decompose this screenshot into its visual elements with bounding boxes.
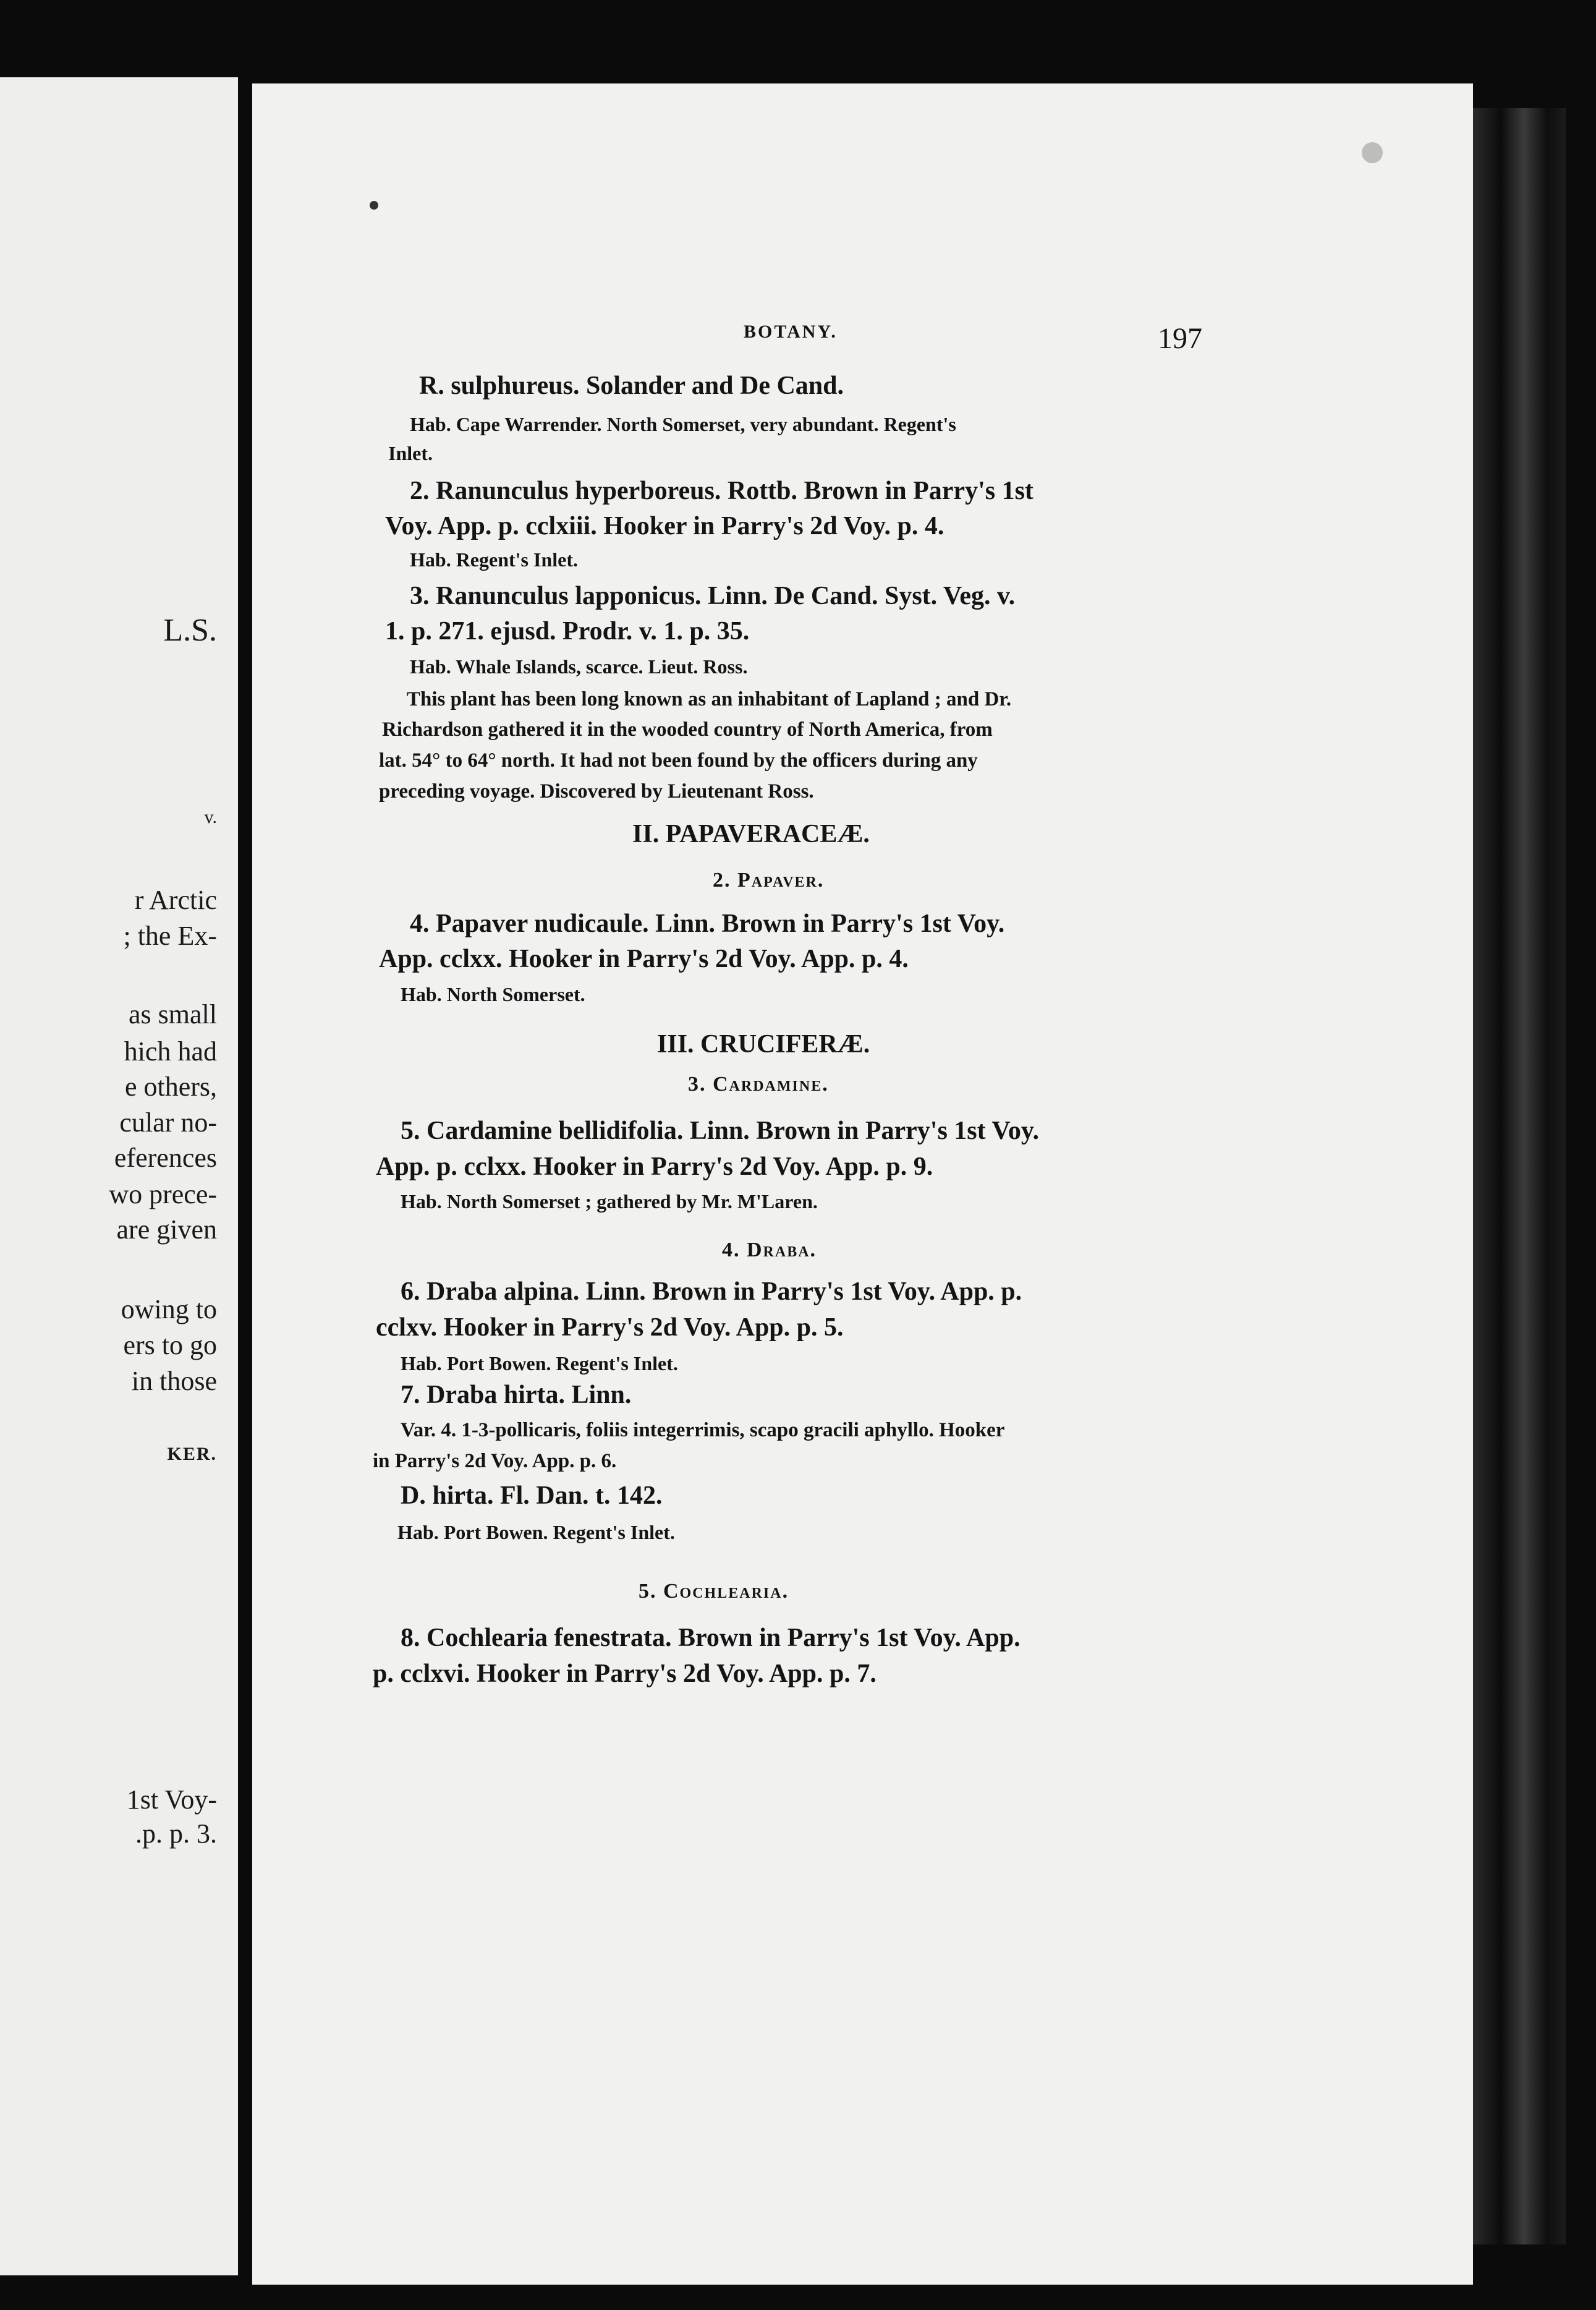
left-text-fragment: are given: [116, 1214, 217, 1245]
left-small-fragment: v.: [204, 807, 217, 827]
genus-heading: 3. Cardamine.: [688, 1073, 829, 1096]
habitat-line: Hab. Regent's Inlet.: [410, 548, 578, 571]
entry-line: 8. Cochlearia fenestrata. Brown in Parry's 1st Voy. App.: [401, 1624, 1021, 1652]
left-text-fragment: in those: [131, 1366, 217, 1396]
running-head: BOTANY.: [744, 322, 838, 342]
variety-line: in Parry's 2d Voy. App. p. 6.: [373, 1450, 617, 1472]
habitat-line: Hab. Whale Islands, scarce. Lieut. Ross.: [410, 655, 748, 678]
habitat-line: Hab. Port Bowen. Regent's Inlet.: [401, 1352, 678, 1374]
genus-heading: 2. Papaver.: [713, 869, 825, 892]
variety-line: Var. 4. 1-3-pollicaris, foliis integerrimis, scapo gracili aphyllo. Hooker: [401, 1419, 1005, 1441]
left-text-fragment: r Arctic: [134, 885, 217, 915]
left-text-fragment: .p. p. 3.: [135, 1818, 217, 1849]
habitat-line: Hab. North Somerset.: [401, 983, 585, 1005]
left-text-fragment: as small: [129, 999, 217, 1029]
entry-line: Voy. App. p. cclxiii. Hooker in Parry's 2d Voy. p. 4.: [385, 512, 944, 540]
habitat-line: Hab. North Somerset ; gathered by Mr. M'Laren.: [401, 1190, 818, 1213]
note-line: Richardson gathered it in the wooded country of North America, from: [382, 718, 993, 741]
left-heading-fragment: L.S.: [163, 613, 217, 648]
entry-line: App. cclxx. Hooker in Parry's 2d Voy. App. p. 4.: [379, 945, 909, 973]
left-text-fragment: owing to: [121, 1294, 217, 1324]
entry-line: 3. Ranunculus lapponicus. Linn. De Cand. Syst. Veg. v.: [410, 582, 1016, 610]
left-text-fragment: hich had: [124, 1036, 217, 1067]
entry-line: 5. Cardamine bellidifolia. Linn. Brown in Parry's 1st Voy.: [401, 1117, 1040, 1145]
habitat-line: Hab. Port Bowen. Regent's Inlet.: [397, 1521, 675, 1543]
entry-line: p. cclxvi. Hooker in Parry's 2d Voy. App. p. 7.: [373, 1660, 877, 1688]
previous-page-fragment: [0, 77, 238, 2275]
note-line: This plant has been long known as an inhabitant of Lapland ; and Dr.: [407, 688, 1012, 710]
book-page: [252, 83, 1473, 2285]
entry-line: cclxv. Hooker in Parry's 2d Voy. App. p. 5.: [376, 1313, 844, 1342]
left-text-fragment: eferences: [114, 1143, 217, 1173]
genus-heading: 4. Draba.: [722, 1238, 817, 1261]
entry-line: 7. Draba hirta. Linn.: [401, 1381, 632, 1409]
habitat-line: Inlet.: [388, 442, 433, 464]
ink-speck: [370, 201, 378, 210]
order-heading: II. PAPAVERACEÆ.: [632, 820, 870, 848]
genus-heading: 5. Cochlearia.: [639, 1580, 789, 1603]
habitat-line: Hab. Cape Warrender. North Somerset, very abundant. Regent's: [410, 413, 956, 435]
left-text-fragment: cular no-: [119, 1107, 217, 1138]
page-number: 197: [1158, 322, 1202, 355]
entry-line: 6. Draba alpina. Linn. Brown in Parry's 1st Voy. App. p.: [401, 1277, 1022, 1306]
note-line: preceding voyage. Discovered by Lieutenant Ross.: [379, 780, 814, 803]
paper-stain: [1362, 142, 1383, 163]
left-text-fragment: 1st Voy-: [126, 1784, 217, 1815]
entry-line: App. p. cclxx. Hooker in Parry's 2d Voy. App. p. 9.: [376, 1153, 933, 1181]
left-bold-fragment: KER.: [167, 1444, 217, 1464]
entry-line: D. hirta. Fl. Dan. t. 142.: [401, 1481, 663, 1510]
entry-line: 2. Ranunculus hyperboreus. Rottb. Brown in Parry's 1st: [410, 477, 1034, 505]
left-text-fragment: e others,: [124, 1072, 217, 1102]
left-text-fragment: ; the Ex-: [123, 921, 217, 951]
note-line: lat. 54° to 64° north. It had not been found by the officers during any: [379, 749, 978, 772]
order-heading: III. CRUCIFERÆ.: [657, 1030, 870, 1059]
left-text-fragment: wo prece-: [109, 1179, 217, 1209]
entry-line: 1. p. 271. ejusd. Prodr. v. 1. p. 35.: [385, 617, 750, 646]
book-spine-edge: [1473, 108, 1566, 2244]
entry-line: 4. Papaver nudicaule. Linn. Brown in Parry's 1st Voy.: [410, 910, 1005, 938]
entry-line: R. sulphureus. Solander and De Cand.: [419, 372, 844, 400]
left-text-fragment: ers to go: [123, 1330, 217, 1360]
